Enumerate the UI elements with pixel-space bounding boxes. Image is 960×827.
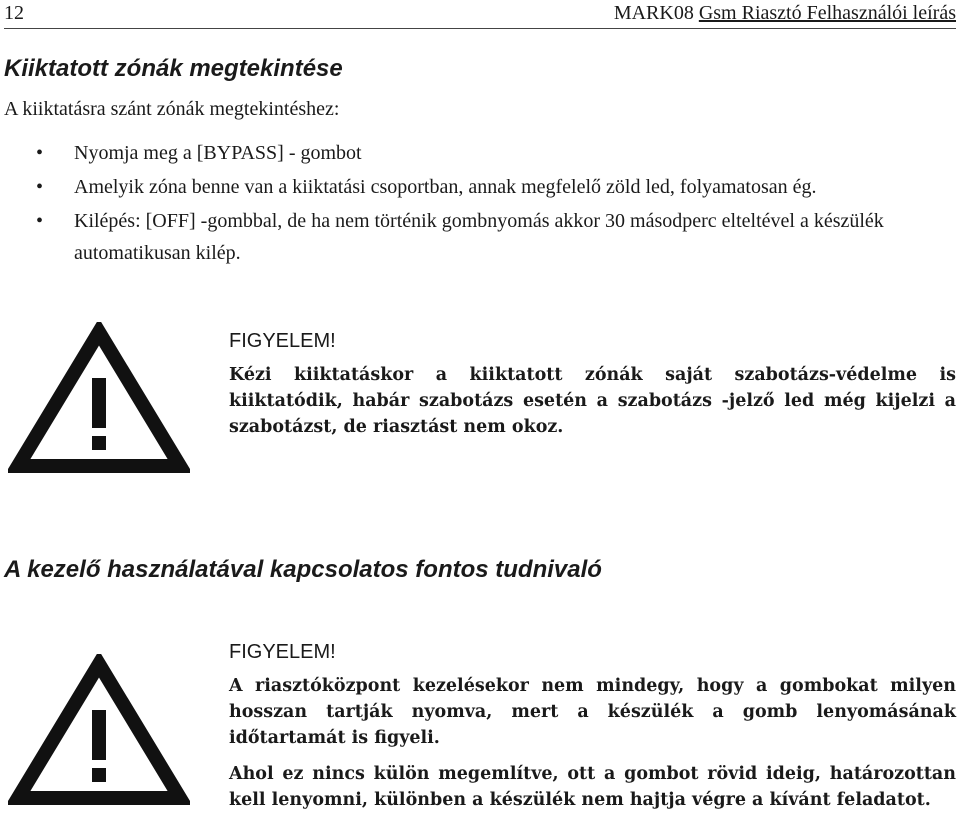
bypass-steps-list [74,137,954,271]
page-number: 12 [4,2,24,24]
list-item: • Kilépés: [OFF] -gombbal, de ha nem történik gombnyomás akkor 30 másodperc elteltével a készülék automatikusan kilép. [74,205,954,269]
list-item: • Amelyik zóna benne van a kiiktatási csoportban, annak megfelelő zöld led, folyamatosan ég. [74,171,954,203]
warning-block-keypad [229,639,956,813]
warning-block-bypass [229,328,956,440]
document-title-underlined: Gsm Riasztó Felhasználói leírás [698,2,956,24]
warning-triangle-icon [8,322,190,474]
warning-text: Kézi kiiktatáskor a kiiktatott zónák saját szabotázs-védelme is kiiktatódik, habár szabotázs esetén a szabotázs -jelző led még kijelzi a szabotázst, de riasztást nem okoz. [229,365,956,437]
warning-title: FIGYELEM! [229,641,336,663]
warning-title: FIGYELEM! [229,330,336,352]
warning-triangle-icon [8,654,190,806]
page-header [4,0,956,29]
section-heading-bypass-view: Kiiktatott zónák megtekintése [4,55,343,82]
warning-paragraph: Ahol ez nincs külön megemlítve, ott a gombot rövid ideig, határozottan kell lenyomni, különben a készülék nem hajtja végre a kívánt feladatot. [229,764,956,810]
document-title [614,0,956,26]
section-intro: A kiiktatásra szánt zónák megtekintéshez: [4,98,340,120]
warning-paragraph: A riasztóközpont kezelésekor nem mindegy, hogy a gombokat milyen hosszan tartják nyomva, mert a készülék a gomb lenyomásának időtartamát is figyeli. [229,676,956,748]
list-item: • Nyomja meg a [BYPASS] - gombot [74,137,954,169]
section-heading-keypad-usage: A kezelő használatával kapcsolatos fontos tudnivaló [4,556,602,583]
document-title-prefix: MARK08 [613,2,699,24]
